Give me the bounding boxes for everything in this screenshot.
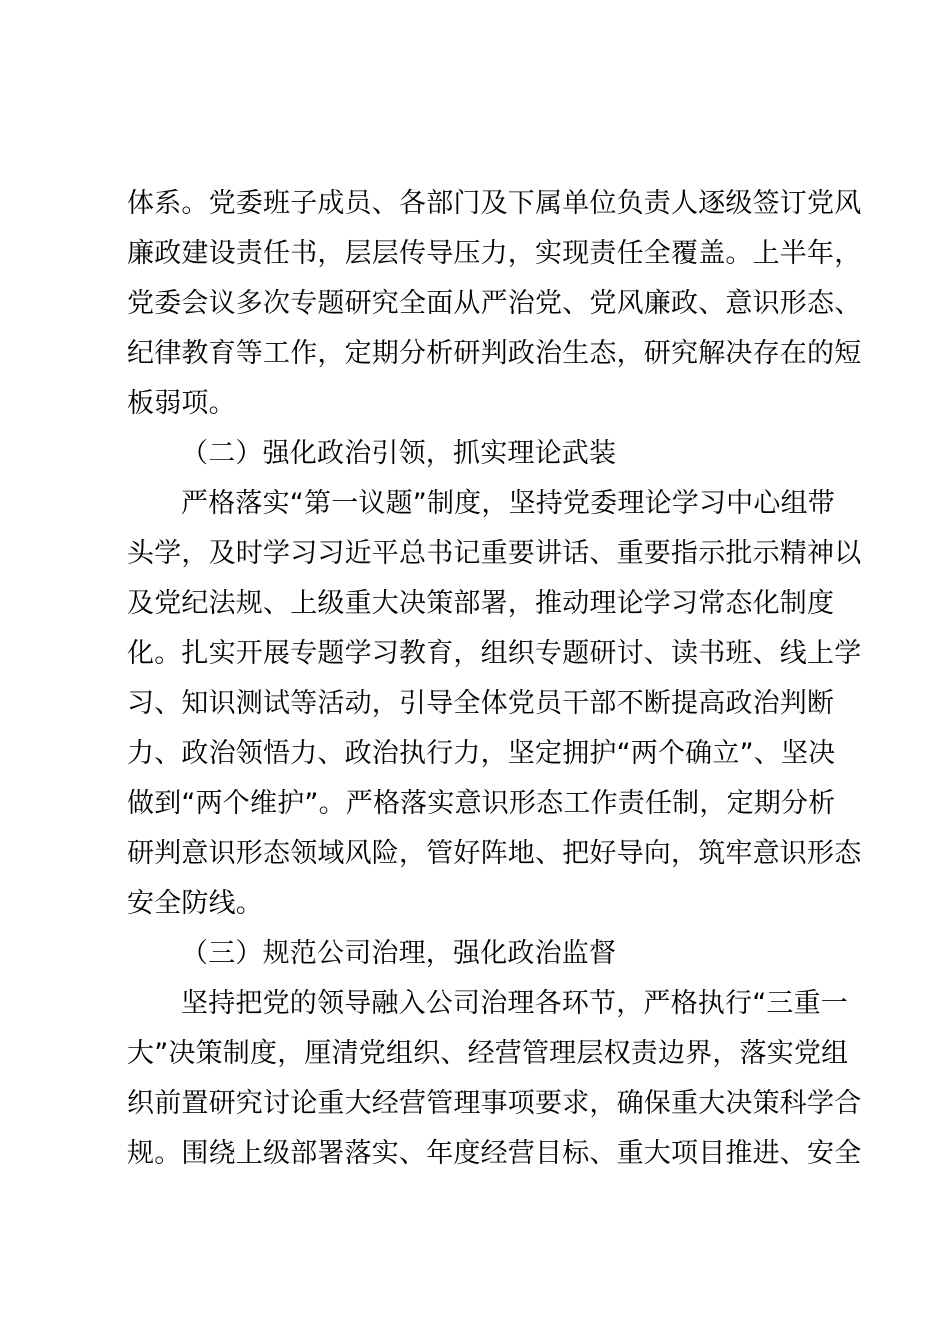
paragraph-line: 织前置研究讨论重大经营管理事项要求，确保重大决策科学合 — [127, 1088, 862, 1119]
paragraph-line: 板弱项。 — [127, 388, 236, 419]
paragraph-line: 力、政治领悟力、政治执行力，坚定拥护“两个确立”、坚决 — [127, 738, 836, 769]
paragraph-line: 廉政建设责任书，层层传导压力，实现责任全覆盖。上半年， — [127, 238, 862, 269]
paragraph-line: 做到“两个维护”。严格落实意识形态工作责任制，定期分析 — [127, 788, 836, 819]
paragraph-line: 习、知识测试等活动，引导全体党员干部不断提高政治判断 — [127, 688, 835, 719]
paragraph-line: 严格落实“第一议题”制度，坚持党委理论学习中心组带 — [181, 488, 835, 519]
section-heading: （二）强化政治引领，抓实理论武装 — [181, 438, 617, 469]
paragraph-line: 头学，及时学习习近平总书记重要讲话、重要指示批示精神以 — [127, 538, 862, 569]
paragraph-line: 党委会议多次专题研究全面从严治党、党风廉政、意识形态、 — [127, 288, 862, 319]
section-heading: （三）规范公司治理，强化政治监督 — [181, 938, 617, 969]
paragraph-line: 研判意识形态领域风险，管好阵地、把好导向，筑牢意识形态 — [127, 838, 862, 869]
paragraph-line: 体系。党委班子成员、各部门及下属单位负责人逐级签订党风 — [127, 188, 862, 219]
document-body — [127, 179, 862, 1179]
paragraph-line: 及党纪法规、上级重大决策部署，推动理论学习常态化制度 — [127, 588, 835, 619]
paragraph-line: 纪律教育等工作，定期分析研判政治生态，研究解决存在的短 — [127, 338, 862, 369]
paragraph-line: 化。扎实开展专题学习教育，组织专题研讨、读书班、线上学 — [127, 638, 862, 669]
paragraph-line: 坚持把党的领导融入公司治理各环节，严格执行“三重一 — [181, 988, 848, 1019]
paragraph-line: 安全防线。 — [127, 888, 263, 919]
paragraph-line: 大”决策制度，厘清党组织、经营管理层权责边界，落实党组 — [127, 1038, 849, 1069]
paragraph-line: 规。围绕上级部署落实、年度经营目标、重大项目推进、安全 — [127, 1138, 862, 1169]
